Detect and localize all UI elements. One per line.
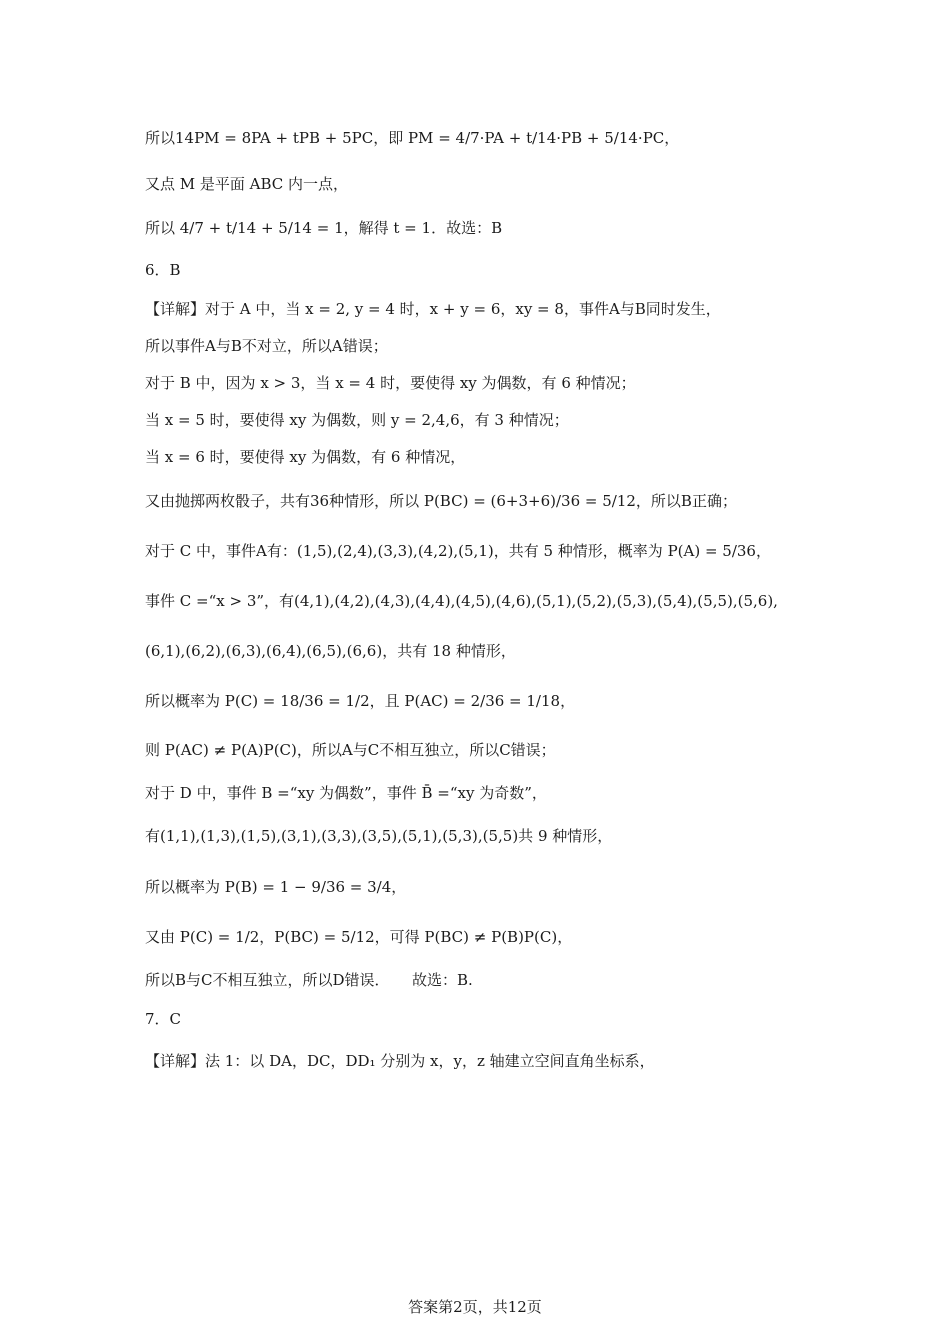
text-line: 又由抛掷两枚骰子，共有36种情形，所以 P(BC) = (6+3+6)/36 = 5/12，所以B正确； <box>145 492 737 510</box>
text-line: 所以概率为 P(B) = 1 − 9/36 = 3/4， <box>145 878 407 896</box>
text-line: 当 x = 5 时，要使得 xy 为偶数，则 y = 2,4,6，有 3 种情况； <box>145 411 569 429</box>
text-line: 又点 M 是平面 ABC 内一点， <box>145 175 349 193</box>
text-line: 对于 C 中，事件A有：(1,5),(2,4),(3,3),(4,2),(5,1)，共有 5 种情形，概率为 P(A) = 5/36， <box>145 542 771 560</box>
text-line: 【详解】法 1：以 DA，DC，DD₁ 分别为 x，y，z 轴建立空间直角坐标系， <box>145 1052 655 1070</box>
text-line: 所以 4/7 + t/14 + 5/14 = 1，解得 t = 1．故选：B <box>145 219 503 237</box>
text-line: 当 x = 6 时，要使得 xy 为偶数，有 6 种情况， <box>145 448 466 466</box>
text-line: 对于 B 中，因为 x > 3，当 x = 4 时，要使得 xy 为偶数，有 6 种情况； <box>145 374 636 392</box>
text-line: 则 P(AC) ≠ P(A)P(C)，所以A与C不相互独立，所以C错误； <box>145 741 556 759</box>
text-line: 所以概率为 P(C) = 18/36 = 1/2，且 P(AC) = 2/36 = 1/18， <box>145 692 576 710</box>
text-line: 所以14PM = 8PA + tPB + 5PC，即 PM = 4/7·PA + t/14·PB + 5/14·PC， <box>145 129 680 147</box>
text-line: 有(1,1),(1,3),(1,5),(3,1),(3,3),(3,5),(5,1),(5,3),(5,5)共 9 种情形， <box>145 827 613 845</box>
text-line: 对于 D 中，事件 B =“xy 为偶数”，事件 B̄ =“xy 为奇数”， <box>145 784 547 802</box>
page-footer: 答案第2页，共12页 <box>408 1298 542 1316</box>
text-line: 所以事件A与B不对立，所以A错误； <box>145 337 388 355</box>
text-line: 事件 C =“x > 3”，有(4,1),(4,2),(4,3),(4,4),(4,5),(4,6),(5,1),(5,2),(5,3),(5,4),(5,5),(5,6), <box>145 592 778 610</box>
text-line: 【详解】对于 A 中，当 x = 2, y = 4 时，x + y = 6，xy = 8，事件A与B同时发生， <box>145 300 721 318</box>
answer-heading: 6．B <box>145 261 181 279</box>
text-line: (6,1),(6,2),(6,3),(6,4),(6,5),(6,6)，共有 18 种情形， <box>145 642 516 660</box>
text-line: 又由 P(C) = 1/2，P(BC) = 5/12，可得 P(BC) ≠ P(B)P(C)， <box>145 928 573 946</box>
text-line: 所以B与C不相互独立，所以D错误． 故选：B. <box>145 971 473 989</box>
answer-heading: 7．C <box>145 1010 182 1028</box>
